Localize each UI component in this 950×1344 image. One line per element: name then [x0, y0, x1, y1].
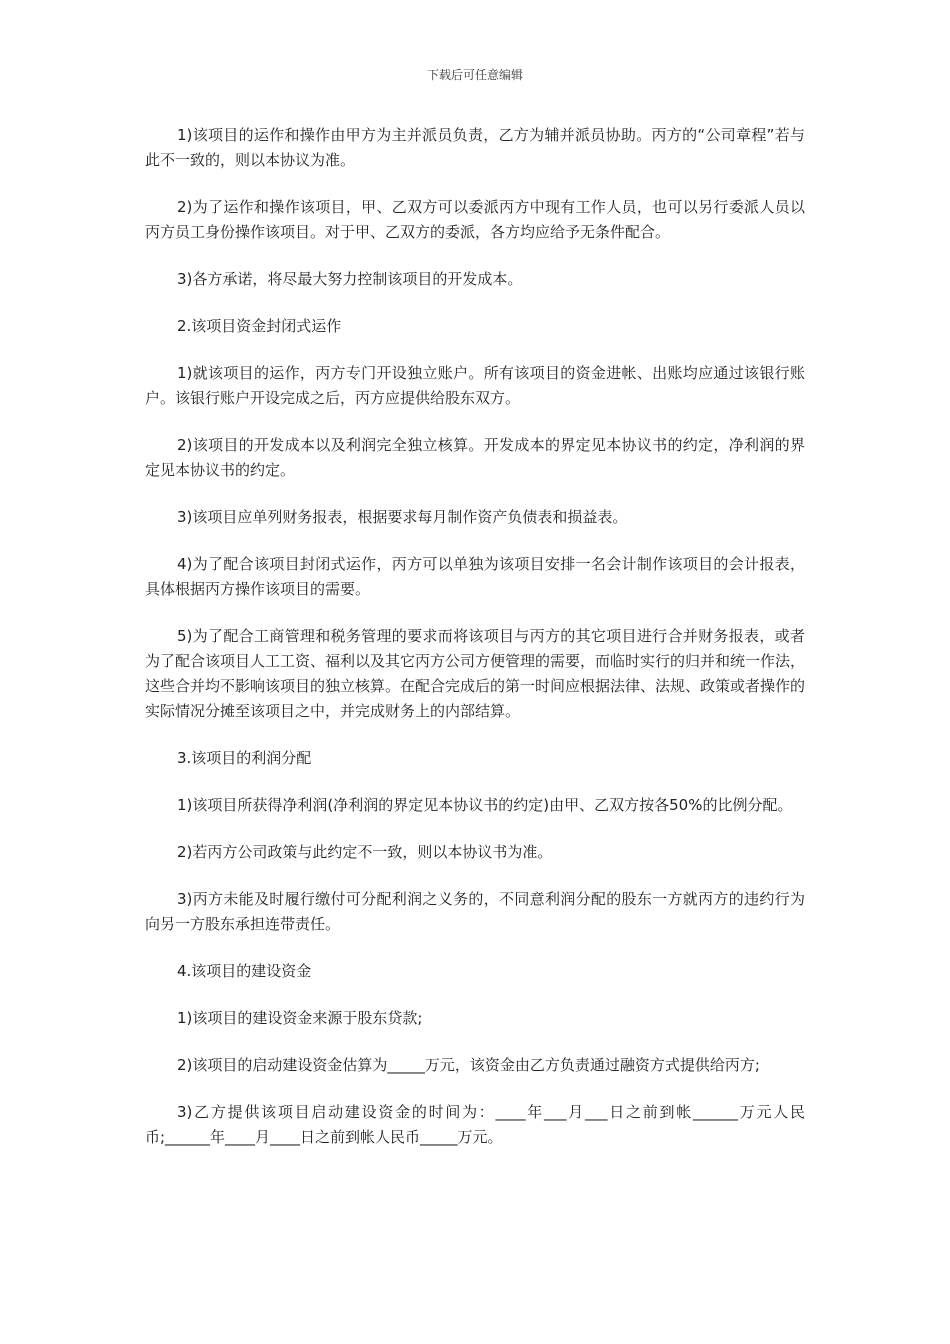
paragraph: 3)丙方未能及时履行缴付可分配利润之义务的，不同意利润分配的股东一方就丙方的违约行为向另一方股东承担连带责任。	[145, 890, 805, 933]
paragraph: 2)该项目的开发成本以及利润完全独立核算。开发成本的界定见本协议书的约定，净利润的界定见本协议书的约定。	[145, 436, 805, 479]
paragraph: 3)该项目应单列财务报表，根据要求每月制作资产负债表和损益表。	[177, 508, 628, 526]
paragraph: 2)为了运作和操作该项目，甲、乙双方可以委派丙方中现有工作人员，也可以另行委派人员以丙方员工身份操作该项目。对于甲、乙双方的委派，各方均应给予无条件配合。	[145, 198, 805, 241]
paragraph: 1)该项目所获得净利润(净利润的界定见本协议书的约定)由甲、乙双方按各50%的比例分配。	[177, 796, 793, 814]
section-heading: 2.该项目资金封闭式运作	[177, 317, 342, 335]
paragraph: 2)若丙方公司政策与此约定不一致，则以本协议书为准。	[177, 843, 553, 861]
paragraph: 3)各方承诺，将尽最大努力控制该项目的开发成本。	[177, 270, 523, 288]
section-heading: 4.该项目的建设资金	[177, 962, 312, 980]
paragraph: 4)为了配合该项目封闭式运作，丙方可以单独为该项目安排一名会计制作该项目的会计报表，具体根据丙方操作该项目的需要。	[145, 555, 805, 598]
paragraph: 1)该项目的建设资金来源于股东贷款;	[177, 1009, 423, 1027]
paragraph: 2)该项目的启动建设资金估算为_____万元，该资金由乙方负责通过融资方式提供给丙方;	[177, 1056, 760, 1074]
section-heading: 3.该项目的利润分配	[177, 749, 312, 767]
page-header: 下载后可任意编辑	[426, 68, 523, 82]
paragraph: 1)该项目的运作和操作由甲方为主并派员负责，乙方为辅并派员协助。丙方的“公司章程”若与此不一致的，则以本协议为准。	[145, 126, 805, 169]
paragraph: 5)为了配合工商管理和税务管理的要求而将该项目与丙方的其它项目进行合并财务报表，或者为了配合该项目人工工资、福利以及其它丙方公司方便管理的需要，而临时实行的归并和统一作法，这些合并均不影响该项目的独立核算。在配合完成后的第一时间应根据法律、法规、政策或者操作的实际情况分摊至该项目之中，并完成财务上的内部结算。	[145, 627, 806, 720]
paragraph: 1)就该项目的运作，丙方专门开设独立账户。所有该项目的资金进帐、出账均应通过该银行账户。该银行账户开设完成之后，丙方应提供给股东双方。	[145, 364, 805, 407]
document-body	[145, 123, 805, 1172]
paragraph: 3)乙方提供该项目启动建设资金的时间为：____年___月___日之前到帐______万元人民币;______年____月____日之前到帐人民币_____万元。	[145, 1103, 805, 1146]
